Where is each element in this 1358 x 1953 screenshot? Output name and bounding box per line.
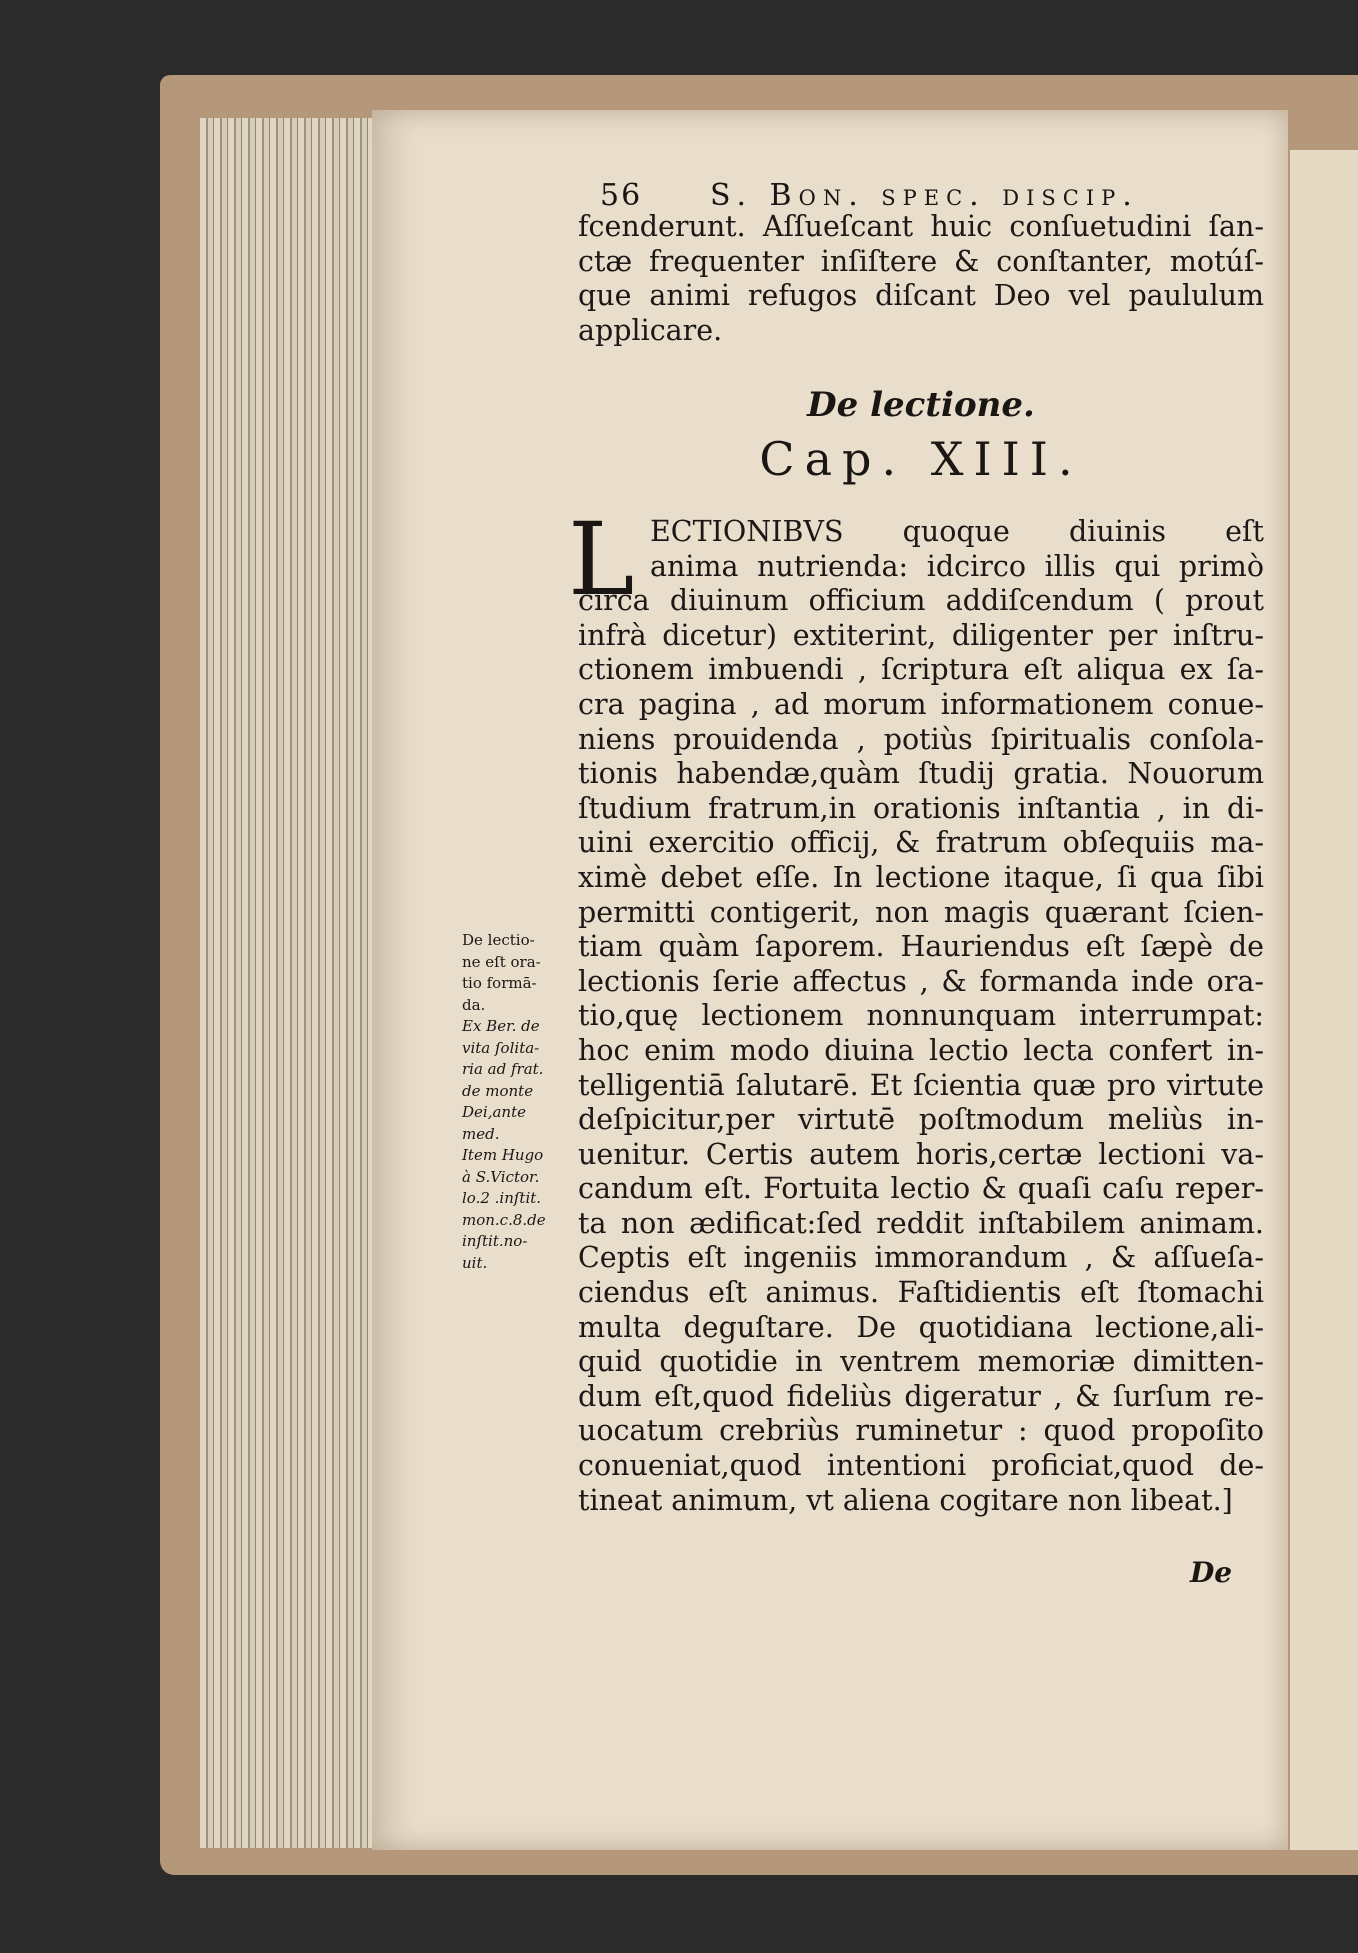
- main-text: [568, 210, 1264, 1517]
- text-line: anima nutrienda: idcirco illis qui primò: [650, 549, 1264, 583]
- marginal-notes: [462, 930, 574, 1274]
- marginal-note-line: tio formā-: [462, 974, 537, 992]
- text-line: circa diuinum officium addiſcendum ( prout: [578, 584, 1264, 618]
- text-line: tio,quę lectionem nonnunquam interrumpat:: [578, 999, 1264, 1033]
- marginal-note-line: Item Hugo: [462, 1146, 544, 1164]
- text-line: tionis habendæ,quàm ſtudij gratia. Nouorum: [578, 757, 1264, 791]
- text-line: ctæ frequenter inſiſtere & conſtanter, motúſ-: [578, 244, 1264, 278]
- text-line: ximè debet eſſe. In lectione itaque, ſi qua ſibi: [578, 860, 1264, 894]
- marginal-note-line: De lectio-: [462, 931, 535, 949]
- text-line: candum eſt. Fortuita lectio & quaſi caſu reper-: [578, 1172, 1264, 1206]
- text-line: ECTIONIBVS quoque diuinis eſt: [650, 515, 1264, 548]
- page-edges: [200, 118, 380, 1848]
- facing-page-edge: [1290, 150, 1358, 1850]
- page-number: 56: [600, 178, 643, 213]
- text-line: permitti contigerit, non magis quærant ſcien-: [578, 895, 1264, 929]
- text-line: ctionem imbuendi , ſcriptura eſt aliqua ex ſa-: [578, 653, 1264, 687]
- marginal-note-line: ria ad frat.: [462, 1060, 544, 1078]
- chapter-paragraph: [578, 515, 1264, 1518]
- text-line: niens prouidenda , potiùs ſpiritualis conſola-: [578, 722, 1264, 756]
- section-title: De lectione.: [807, 385, 1035, 425]
- marginal-note-line: de monte: [462, 1081, 534, 1100]
- running-title: S. Bon. spec. discip.: [710, 178, 1139, 213]
- text-line: lectionis ſerie affectus , & formanda inde ora-: [578, 964, 1264, 998]
- marginal-note-line: inſtit.no-: [462, 1232, 528, 1250]
- text-line: telligentiā ſalutarē. Et ſcientia quæ pro virtute: [578, 1068, 1264, 1102]
- marginal-note-line: vita ſolita-: [462, 1038, 540, 1057]
- marginal-note-line: mon.c.8.de: [462, 1210, 546, 1229]
- text-line: cra pagina , ad morum informationem conue-: [578, 687, 1264, 721]
- text-line: que animi refugos diſcant Deo vel paululum: [578, 279, 1264, 313]
- text-line: uini exercitio officij, & fratrum obſequiis ma-: [578, 826, 1264, 860]
- text-line: fcenderunt. Aſſueſcant huic conſuetudini ſan-: [578, 210, 1264, 243]
- text-line: tiam quàm ſaporem. Hauriendus eſt ſæpè de: [578, 930, 1264, 964]
- marginal-note-line: uit.: [462, 1253, 488, 1272]
- top-paragraph: [578, 210, 1264, 348]
- marginal-note-line: lo.2 .inſtit.: [462, 1189, 542, 1207]
- catchword: De: [1190, 1556, 1233, 1589]
- text-line: uenitur. Certis autem horis,certæ lectioni va-: [578, 1137, 1264, 1171]
- text-line: deſpicitur,per virtutē poſtmodum meliùs in-: [578, 1103, 1264, 1137]
- marginal-note-line: ne eſt ora-: [462, 952, 541, 971]
- text-line: dum eſt,quod fideliùs digeratur , & ſurſum re-: [578, 1379, 1264, 1413]
- text-line: quid quotidie in ventrem memoriæ dimitten-: [578, 1345, 1264, 1379]
- text-line: conueniat,quod intentioni proficiat,quod de-: [578, 1449, 1264, 1483]
- marginal-note-line: à S.Victor.: [462, 1167, 540, 1186]
- text-line: ſtudium fratrum,in orationis inſtantia , in di-: [578, 791, 1264, 825]
- drop-cap: L: [568, 501, 635, 618]
- text-line: ta non ædificat:ſed reddit inſtabilem animam.: [578, 1206, 1264, 1240]
- marginal-note-line: Dei,ante: [462, 1103, 526, 1121]
- text-line: ciendus eſt animus. Faſtidientis eſt ſtomachi: [578, 1276, 1264, 1310]
- text-line: Ceptis eſt ingeniis immorandum , & aſſueſa-: [578, 1241, 1264, 1275]
- text-line: uocatum crebriùs ruminetur : quod propoſito: [578, 1414, 1264, 1448]
- marginal-note-line: med.: [462, 1124, 500, 1143]
- marginal-note-line: Ex Ber. de: [462, 1017, 540, 1035]
- text-line: infrà dicetur) extiterint, diligenter per inſtru-: [578, 618, 1264, 652]
- chapter-title: Cap. XIII.: [759, 432, 1083, 486]
- text-line: tineat animum, vt aliena cogitare non libeat.]: [578, 1483, 1233, 1517]
- text-line: applicare.: [578, 313, 723, 347]
- text-line: multa deguſtare. De quotidiana lectione,ali-: [578, 1310, 1264, 1344]
- text-line: hoc enim modo diuina lectio lecta confert in-: [578, 1033, 1264, 1067]
- marginal-note-line: da.: [462, 995, 486, 1014]
